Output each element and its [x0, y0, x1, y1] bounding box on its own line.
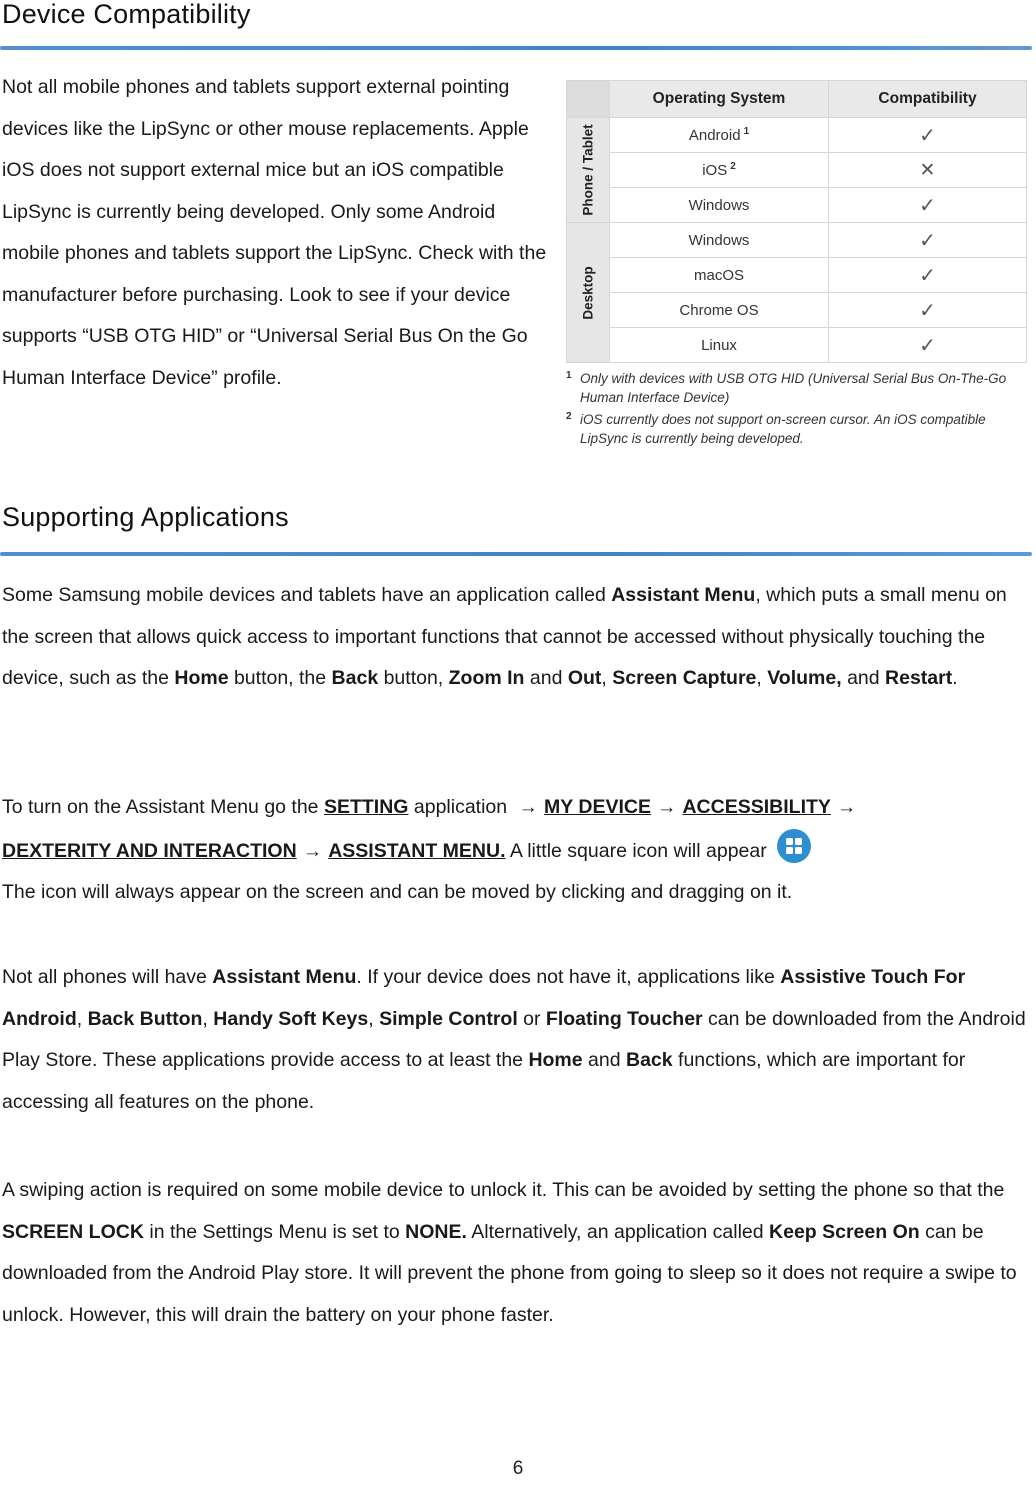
os-cell: macOS — [610, 258, 829, 293]
paragraph-alternative-apps: Not all phones will have Assistant Menu. If your device does not have it, applications like Assistive Touch For Android, Back Button, Handy Soft Keys, Simple Control or Floating Toucher can be downloaded from the Android Play Store. These applications provide access to at least the Home and Back functions, which are important for accessing all features on the phone. — [2, 966, 1026, 1113]
footnote-1: 1 Only with devices with USB OTG HID (Universal Serial Bus On-The-Go Human Interface Device) — [566, 370, 1007, 405]
section-title-supporting-applications: Supporting Applications — [2, 502, 289, 532]
intro-paragraph: Not all mobile phones and tablets support external pointing devices like the LipSync or other mouse replacements. Apple iOS does not support external mice but an iOS compatible LipSync is currently being developed. Only some Android mobile phones and tablets support the LipSync. Check with the manufacturer before purchasing. Look to see if your device supports “USB OTG HID” or “Universal Serial Bus On the Go Human Interface Device” profile. — [2, 76, 547, 389]
os-cell: Android $^1$ — [610, 118, 829, 153]
arrow-right-icon: → — [836, 796, 857, 818]
table-header-row — [567, 81, 1027, 118]
section-divider — [0, 552, 1032, 556]
os-cell: Windows — [610, 223, 829, 258]
paragraph-assistant-menu: Some Samsung mobile devices and tablets have an application called Assistant Menu, which puts a small menu on the screen that allows quick access to important functions that cannot be accessed without physically touching the device, such as the Home button, the Back button, Zoom In and Out, Screen Capture, Volume, and Restart. — [2, 584, 1007, 689]
setting-menu-path: SETTING — [323, 796, 409, 818]
group-phone-tablet: Phone / Tablet — [567, 118, 610, 223]
arrow-right-icon: → — [656, 796, 677, 818]
group-desktop: Desktop — [567, 223, 610, 363]
paragraph-screen-lock: A swiping action is required on some mobile device to unlock it. This can be avoided by setting the phone so that the SCREEN LOCK in the Settings Menu is set to NONE. Alternatively, an application called Keep Screen On can be downloaded from the Android Play store. It will prevent the phone from going to sleep so it does not require a swipe to unlock. However, this will drain the battery on your phone faster. — [2, 1179, 1017, 1326]
assistant-menu-path: ASSISTANT MENU. — [328, 839, 506, 862]
compat-cell — [829, 258, 1027, 293]
table-footnotes — [566, 369, 1032, 448]
check-icon: ✓ — [919, 194, 936, 217]
table-row — [567, 188, 1027, 223]
arrow-right-icon: → — [518, 796, 539, 818]
page-number: 6 — [512, 1458, 524, 1479]
compatibility-figure — [566, 80, 1032, 448]
table-row — [567, 258, 1027, 293]
os-cell: Chrome OS — [610, 293, 829, 328]
dexterity-menu-path: DEXTERITY AND INTERACTION — [2, 839, 297, 862]
table-row — [567, 118, 1027, 153]
section-divider — [0, 46, 1032, 50]
section-title-device-compatibility: Device Compatibility — [2, 0, 251, 29]
table-row — [567, 328, 1027, 363]
compat-cell — [829, 328, 1027, 363]
check-icon: ✓ — [919, 334, 936, 357]
check-icon: ✓ — [919, 229, 936, 252]
paragraph-turn-on-instructions: To turn on the Assistant Menu go the SETTING application → MY DEVICE → ACCESSIBILITY → DEXTERITY AND INTERACTION → ASSISTANT MENU. A little square icon will appear The icon will always appear on the screen and can be moved by clicking and dragging on it. — [2, 787, 1034, 914]
compat-cell — [829, 293, 1027, 328]
table-row — [567, 293, 1027, 328]
os-cell: iOS $^2$ — [610, 153, 829, 188]
footnote-2: 2 iOS currently does not support on-screen cursor. An iOS compatible LipSync is currently being developed. — [566, 411, 986, 446]
assistant-menu-icon — [777, 829, 811, 863]
table-corner-cell — [567, 81, 610, 118]
check-icon: ✓ — [919, 299, 936, 322]
arrow-right-icon: → — [302, 839, 323, 862]
compat-cell — [829, 223, 1027, 258]
compatibility-table — [566, 80, 1027, 363]
cross-icon: ✕ — [919, 159, 936, 181]
compat-cell — [829, 118, 1027, 153]
check-icon: ✓ — [919, 124, 936, 147]
header-compatibility: Compatibility — [829, 81, 1027, 118]
accessibility-menu-path: ACCESSIBILITY — [682, 796, 831, 818]
os-cell: Linux — [610, 328, 829, 363]
my-device-menu-path: MY DEVICE — [544, 796, 651, 818]
compat-cell — [829, 153, 1027, 188]
compat-cell — [829, 188, 1027, 223]
table-row — [567, 153, 1027, 188]
table-row — [567, 223, 1027, 258]
check-icon: ✓ — [919, 264, 936, 287]
header-operating-system: Operating System — [610, 81, 829, 118]
os-cell: Windows — [610, 188, 829, 223]
